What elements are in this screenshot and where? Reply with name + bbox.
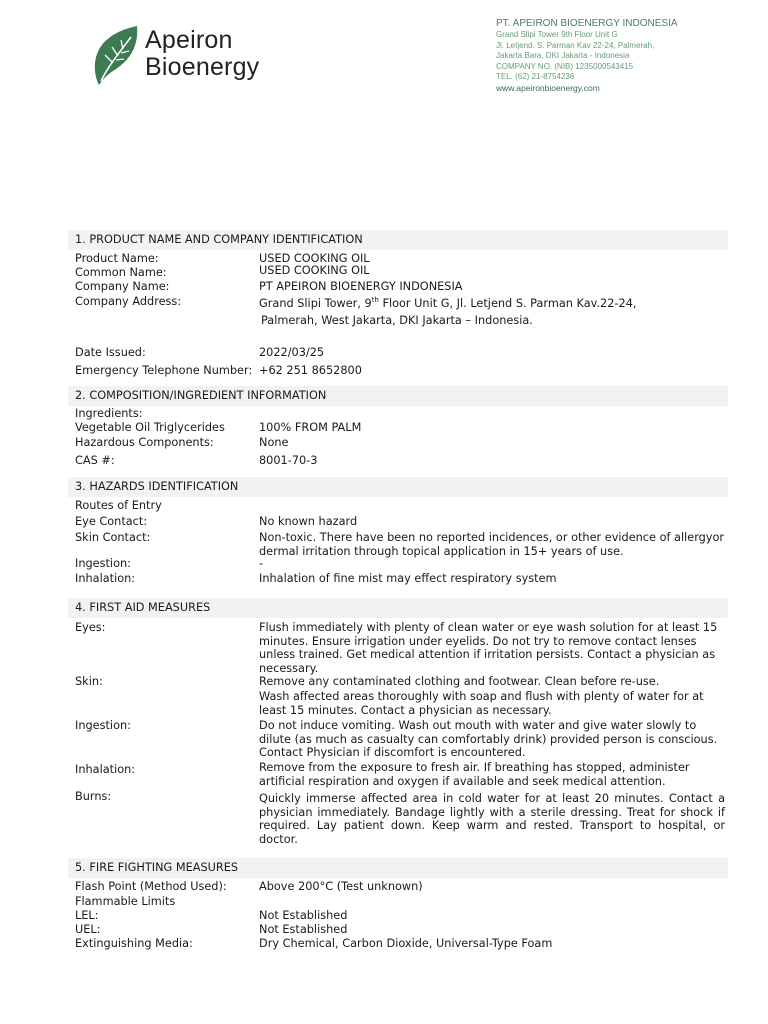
skin-value-2: Wash affected areas thoroughly with soap and flush with plenty of water for at least 15 minutes. Contact a physician as necessary. [259, 690, 704, 717]
section-title: 2. COMPOSITION/INGREDIENT INFORMATION [75, 389, 327, 402]
address-line: Jakarta Bara, DKI Jakarta - Indonesia [496, 51, 630, 61]
date-issued-value: 2022/03/25 [259, 346, 325, 359]
leaf-icon [93, 25, 141, 87]
skin-contact-label: Skin Contact: [75, 531, 151, 544]
eye-contact-label: Eye Contact: [75, 515, 148, 528]
common-name-label: Common Name: [75, 266, 167, 279]
company-website[interactable]: www.apeironbioenergy.com [496, 82, 600, 93]
emergency-phone-value: +62 251 8652800 [259, 364, 362, 377]
lel-label: LEL: [75, 909, 99, 922]
ingestion-label: Ingestion: [75, 719, 131, 732]
company-phone: TEL. (62) 21-8754236 [496, 72, 575, 82]
ingestion-label: Ingestion: [75, 557, 131, 570]
company-address-line-2: Palmerah, West Jakarta, DKI Jakarta – Indonesia. [261, 314, 533, 327]
section-3-header [68, 477, 728, 497]
inhalation-label: Inhalation: [75, 572, 136, 585]
routes-of-entry-label: Routes of Entry [75, 499, 162, 512]
extinguishing-media-value: Dry Chemical, Carbon Dioxide, Universal-Type Foam [259, 937, 553, 950]
company-info [496, 17, 678, 94]
address-line: Grand Slipi Tower 9th Floor Unit G [496, 30, 618, 39]
date-issued-label: Date Issued: [75, 346, 146, 359]
uel-label: UEL: [75, 923, 101, 936]
ingestion-value: Do not induce vomiting. Wash out mouth with water and give water slowly to dilute (as much as casualty can comfortably drink) provided person is conscious. Contact Physician if discomfort is encountered. [259, 719, 718, 759]
eye-contact-value: No known hazard [259, 515, 358, 528]
skin-contact-value: Non-toxic. There have been no reported incidences, or other evidence of allergyor dermal irritation through topical application in 15+ years of use. [259, 531, 725, 558]
company-name-value: PT APEIRON BIOENERGY INDONESIA [259, 280, 463, 293]
skin-label: Skin: [75, 675, 103, 688]
ingredients-label: Ingredients: [75, 407, 143, 420]
product-name-label: Product Name: [75, 252, 159, 265]
burns-value: Quickly immerse affected area in cold water for at least 20 minutes. Contact a physician immediately. Bandage lightly with a sterile dressing. Treat for shock if required. Lay patient down. Keep warm and rested. Transport to hospital, or doctor. [259, 792, 725, 846]
flash-point-label: Flash Point (Method Used): [75, 880, 227, 893]
ingestion-value: - [259, 557, 264, 570]
emergency-phone-label: Emergency Telephone Number: [75, 364, 253, 377]
company-name-label: Company Name: [75, 280, 170, 293]
section-title: 1. PRODUCT NAME AND COMPANY IDENTIFICATION [75, 233, 363, 246]
vegetable-oil-label: Vegetable Oil Triglycerides [75, 421, 225, 434]
lel-value: Not Established [259, 909, 348, 922]
section-5-header [68, 858, 728, 878]
company-number: COMPANY NO. (NIB) 1235000543415 [496, 61, 634, 71]
burns-label: Burns: [75, 790, 112, 803]
section-title: 3. HAZARDS IDENTIFICATION [75, 480, 239, 493]
inhalation-value: Remove from the exposure to fresh air. If breathing has stopped, administer artificial respiration and oxygen if available and seek medical attention. [259, 761, 690, 788]
logo-line-2: Bioenergy [145, 53, 260, 81]
section-2-header [68, 386, 728, 406]
company-name: PT. APEIRON BIOENERGY INDONESIA [496, 18, 678, 29]
skin-value-1: Remove any contaminated clothing and footwear. Clean before re-use. [259, 675, 660, 688]
company-logo [93, 25, 273, 87]
inhalation-value: Inhalation of fine mist may effect respiratory system [259, 572, 557, 585]
logo-wordmark [145, 27, 259, 81]
product-name-value: USED COOKING OIL [259, 252, 370, 265]
flash-point-value: Above 200°C (Test unknown) [259, 880, 423, 893]
section-1-header [68, 230, 728, 250]
eyes-value: Flush immediately with plenty of clean water or eye wash solution for at least 15 minutes. Ensure irrigation under eyelids. Do not try to remove contact lenses unless trained. Get medical attention if irritation persists. Contact a physician as necessary. [259, 621, 718, 675]
hazardous-components-label: Hazardous Components: [75, 436, 214, 449]
cas-value: 8001-70-3 [259, 454, 318, 467]
uel-value: Not Established [259, 923, 348, 936]
eyes-label: Eyes: [75, 621, 106, 634]
section-title: 5. FIRE FIGHTING MEASURES [75, 861, 239, 874]
company-address-label: Company Address: [75, 295, 182, 308]
inhalation-label: Inhalation: [75, 763, 136, 776]
cas-label: CAS #: [75, 454, 115, 467]
company-address-line-1: Grand Slipi Tower, 9th Floor Unit G, Jl. Letjend S. Parman Kav.22-24, [259, 296, 637, 310]
common-name-value: USED COOKING OIL [259, 264, 370, 277]
extinguishing-media-label: Extinguishing Media: [75, 937, 193, 950]
vegetable-oil-value: 100% FROM PALM [259, 421, 362, 434]
flammable-limits-label: Flammable Limits [75, 895, 176, 908]
logo-line-1: Apeiron [145, 26, 233, 54]
section-title: 4. FIRST AID MEASURES [75, 601, 211, 614]
hazardous-components-value: None [259, 436, 289, 449]
address-line: Jl. Letjend. S. Parman Kav 22-24, Palmerah, [496, 40, 655, 50]
section-4-header [68, 598, 728, 618]
